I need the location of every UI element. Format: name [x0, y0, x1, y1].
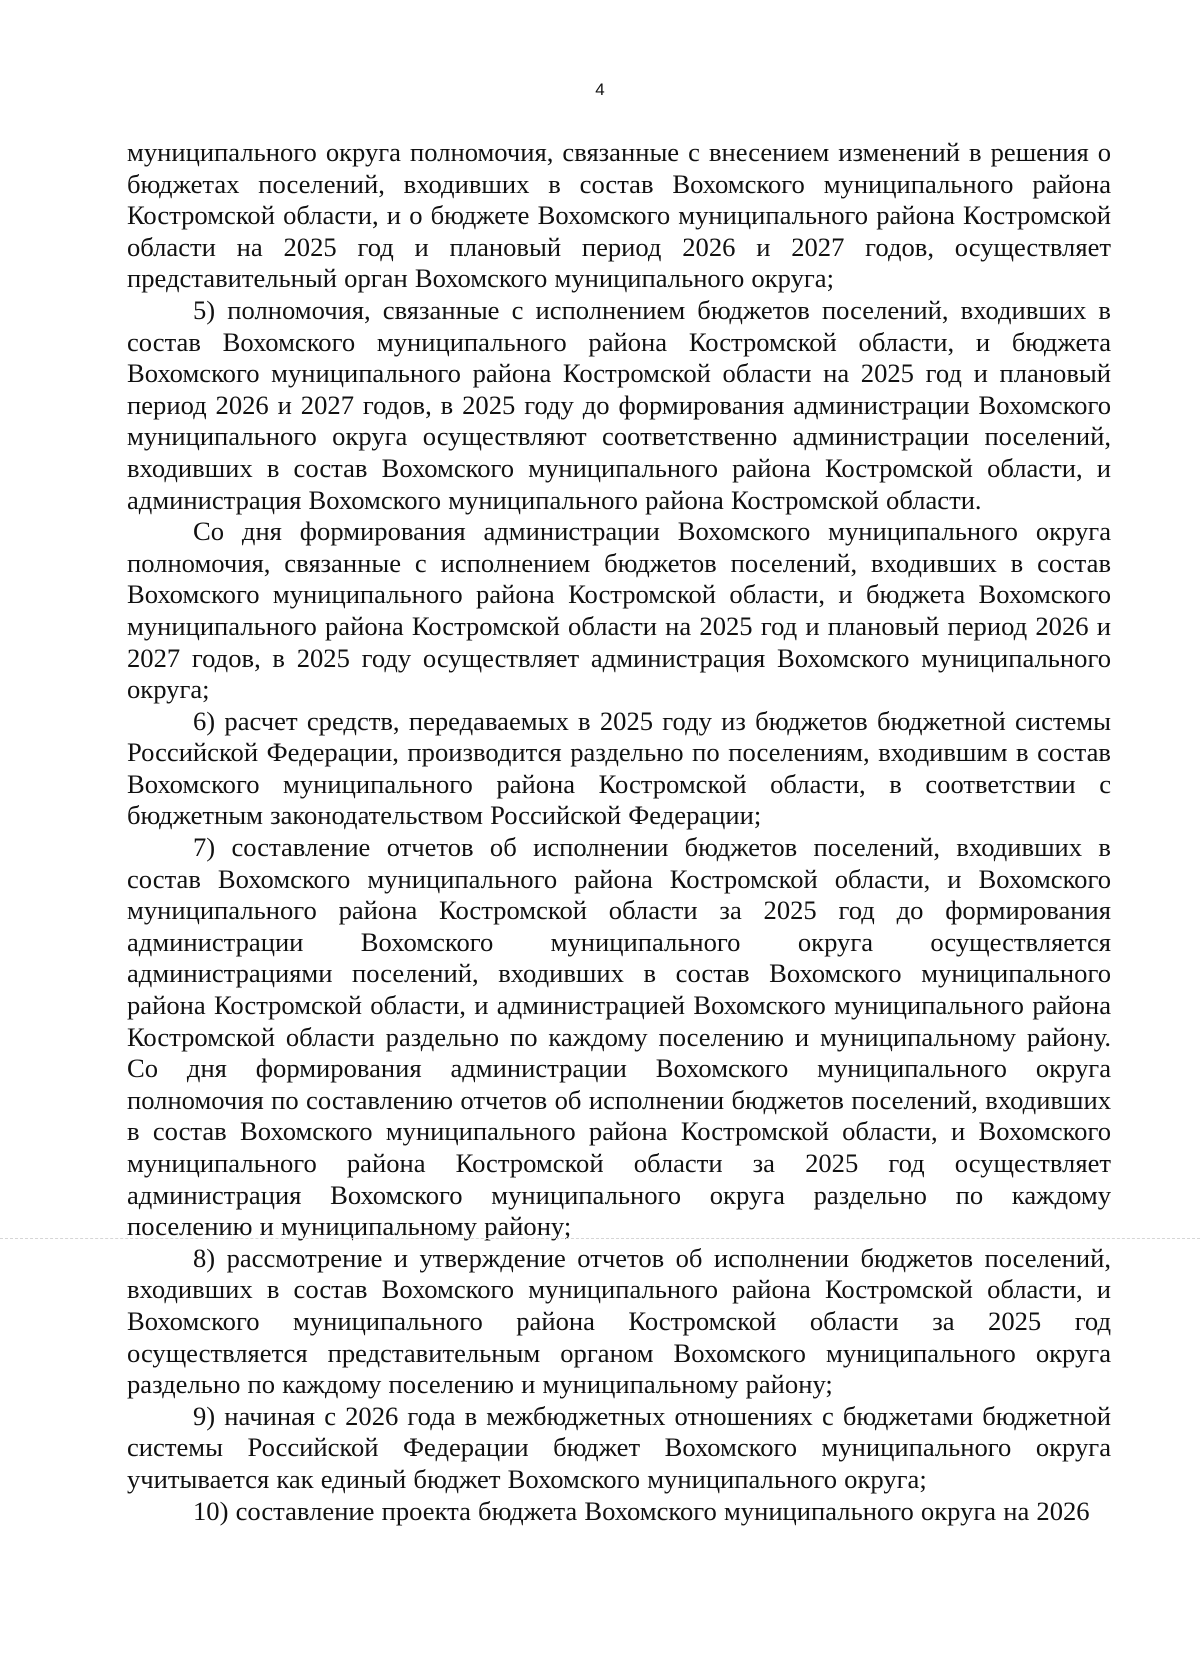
paragraph-item-8: 8) рассмотрение и утверждение отчетов об исполнении бюджетов поселений, входивших в состав Вохомского муниципального района Костромской области, и Вохомского муниципального района Костромской области за 2025 год осуществляется представительным органом Вохомского муниципального округа раздельно по каждому поселению и муниципальному району; — [127, 1242, 1111, 1400]
paragraph-item-7: 7) составление отчетов об исполнении бюджетов поселений, входивших в состав Вохомского муниципального района Костромской области, и Вохомского муниципального района Костромской области за 2025 год до формирования администрации Вохомского муниципального округа осуществляется администрациями поселений, входивших в состав Вохомского муниципального района Костромской области, и администрацией Вохомского муниципального района Костромской области раздельно по каждому поселению и муниципальному району. Со дня формирования администрации Вохомского муниципального округа полномочия по составлению отчетов об исполнении бюджетов поселений, входивших в состав Вохомского муниципального района Костромской области, и Вохомского муниципального района Костромской области за 2025 год осуществляет администрация Вохомского муниципального округа раздельно по каждому поселению и муниципальному району; — [127, 832, 1111, 1242]
paragraph-continuation: муниципального округа полномочия, связанные с внесением изменений в решения о бюджетах поселений, входивших в состав Вохомского муниципального района Костромской области, и о бюджете Вохомского муниципального района Костромской области на 2025 год и плановый период 2026 и 2027 годов, осуществляет представительный орган Вохомского муниципального округа; — [127, 137, 1111, 294]
paragraph-item-5-continued: Со дня формирования администрации Вохомского муниципального округа полномочия, связанные с исполнением бюджетов поселений, входивших в состав Вохомского муниципального района Костромской области, и бюджета Вохомского муниципального района Костромской области на 2025 год и плановый период 2026 и 2027 годов, в 2025 году осуществляет администрация Вохомского муниципального округа; — [127, 516, 1111, 705]
paragraph-item-9: 9) начиная с 2026 года в межбюджетных отношениях с бюджетами бюджетной системы Российской Федерации бюджет Вохомского муниципального округа учитывается как единый бюджет Вохомского муниципального округа; — [127, 1400, 1111, 1494]
paragraph-item-5: 5) полномочия, связанные с исполнением бюджетов поселений, входивших в состав Вохомского муниципального района Костромской области, и бюджета Вохомского муниципального района Костромской области на 2025 год и плановый период 2026 и 2027 годов, в 2025 году до формирования администрации Вохомского муниципального округа осуществляют соответственно администрации поселений, входивших в состав Вохомского муниципального района Костромской области, и администрация Вохомского муниципального района Костромской области. — [127, 294, 1111, 515]
paragraph-item-10: 10) составление проекта бюджета Вохомского муниципального округа на 2026 — [193, 1495, 1090, 1526]
document-body — [127, 137, 1111, 1527]
scan-artifact-line — [0, 1238, 1200, 1239]
page-number: 4 — [595, 80, 605, 99]
paragraph-item-6: 6) расчет средств, передаваемых в 2025 году из бюджетов бюджетной системы Российской Федерации, производится раздельно по поселениям, входившим в состав Вохомского муниципального района Костромской области, в соответствии с бюджетным законодательством Российской Федерации; — [127, 705, 1111, 831]
